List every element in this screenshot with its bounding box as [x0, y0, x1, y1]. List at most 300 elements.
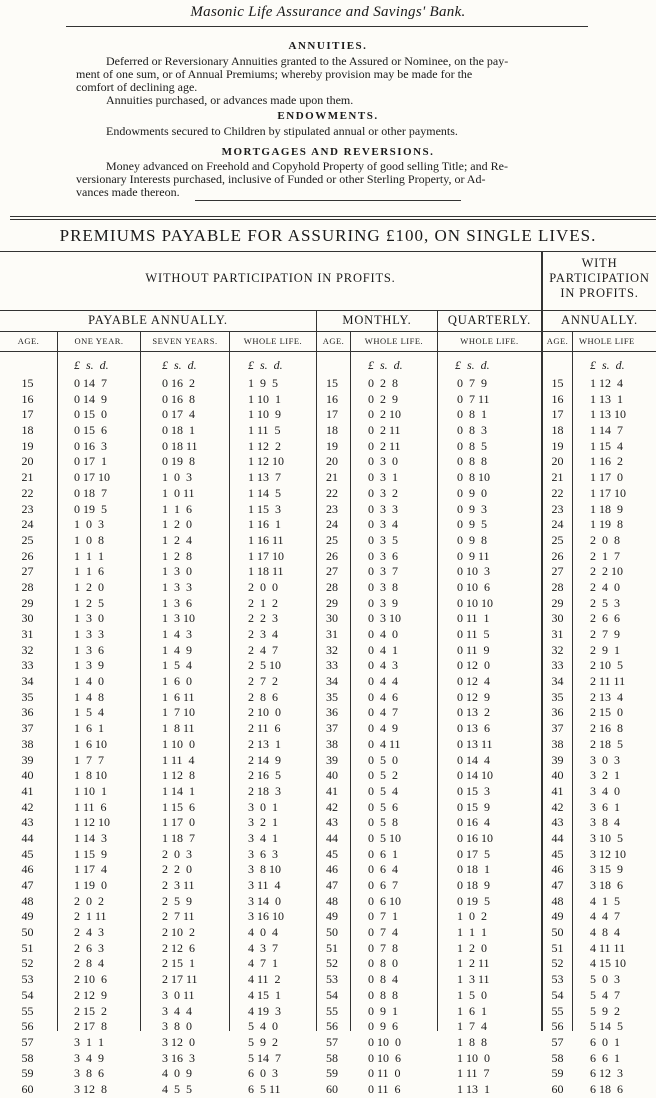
table-cell: 2 6 3 — [74, 940, 104, 955]
table-cell: 52 — [551, 956, 564, 971]
col-divider — [140, 331, 141, 1031]
table-cell: 1 18 9 — [590, 501, 623, 516]
table-cell: 44 — [326, 830, 338, 845]
table-cell: 4 11 11 — [590, 940, 626, 955]
col-header-whole-life: WHOLE LIFE. — [243, 336, 303, 346]
table-cell: 0 11 9 — [457, 642, 490, 657]
table-cell: 1 5 0 — [457, 987, 487, 1002]
table-cell: 4 5 5 — [162, 1081, 192, 1096]
section-divider — [195, 200, 461, 201]
table-cell: 0 6 7 — [368, 878, 398, 892]
table-cell: 0 17 1 — [74, 454, 107, 469]
table-cell: 3 1 1 — [74, 1034, 104, 1049]
table-cell: 3 8 0 — [162, 1019, 192, 1034]
table-cell: 4 0 4 — [248, 925, 278, 940]
lsd-label: £ s. d. — [590, 358, 625, 372]
table-cell: 31 — [326, 627, 338, 641]
table-cell: 3 8 4 — [590, 815, 620, 830]
table-cell: 1 14 7 — [590, 423, 623, 438]
table-cell: 24 — [21, 517, 34, 532]
table-cell: 1 17 4 — [74, 862, 107, 877]
table-cell: 0 4 0 — [368, 627, 398, 641]
annuities-heading: ANNUITIES. — [288, 40, 368, 52]
table-cell: 4 3 7 — [248, 940, 278, 955]
table-cell: 1 6 0 — [162, 674, 192, 689]
table-cell: 0 2 11 — [368, 423, 401, 438]
annuities-line: comfort of declining age. — [76, 80, 198, 94]
table-cell: 2 11 11 — [590, 674, 626, 689]
table-cell: 27 — [21, 564, 34, 579]
table-cell: 0 7 9 — [457, 376, 487, 390]
table-cell: 3 12 8 — [74, 1081, 107, 1096]
table-cell: 1 8 11 — [162, 721, 195, 736]
table-cell: 36 — [21, 705, 34, 720]
table-cell: 0 11 5 — [457, 627, 490, 641]
table-cell: 1 1 1 — [74, 548, 104, 563]
annuities-paragraph — [76, 55, 624, 107]
table-cell: 57 — [21, 1034, 34, 1049]
table-cell: 44 — [21, 830, 34, 845]
table-cell: 30 — [326, 611, 338, 626]
table-cell: 16 — [551, 391, 564, 406]
table-cell: 0 3 9 — [368, 595, 398, 610]
table-cell: 51 — [326, 940, 338, 955]
table-cell: 0 18 9 — [457, 878, 490, 892]
table-cell: 23 — [551, 501, 564, 516]
table-cell: 56 — [21, 1019, 34, 1034]
table-cell: 43 — [551, 815, 564, 830]
table-cell: 0 3 8 — [368, 579, 398, 594]
table-cell: 0 5 6 — [368, 799, 398, 814]
table-cell: 3 18 6 — [590, 878, 623, 892]
table-cell: 0 16 3 — [74, 438, 107, 453]
table-cell: 48 — [326, 893, 338, 908]
table-cell: 46 — [21, 862, 34, 877]
table-cell: 0 3 2 — [368, 485, 398, 500]
table-cell: 1 12 10 — [248, 454, 284, 469]
table-cell: 1 16 11 — [248, 532, 284, 547]
table-cell: 2 4 0 — [590, 579, 620, 594]
table-cell: 34 — [21, 674, 34, 689]
table-cell: 0 12 0 — [457, 658, 490, 673]
table-cell: 2 1 2 — [248, 595, 278, 610]
table-cell: 1 2 4 — [162, 532, 192, 547]
table-cell: 5 14 5 — [590, 1019, 623, 1034]
table-cell: 3 12 0 — [162, 1034, 195, 1049]
table-cell: 3 4 0 — [590, 783, 620, 798]
table-cell: 48 — [21, 893, 34, 908]
table-cell: 0 12 4 — [457, 674, 490, 689]
table-cell: 2 15 1 — [162, 956, 195, 971]
table-cell: 50 — [326, 925, 338, 940]
table-cell: 1 3 3 — [74, 627, 104, 641]
column-quarterly — [457, 376, 493, 1098]
table-cell: 45 — [551, 846, 564, 861]
table-cell: 55 — [326, 1003, 338, 1018]
table-cell: 0 15 9 — [457, 799, 490, 814]
table-cell: 2 13 1 — [248, 736, 281, 751]
table-cell: 31 — [551, 627, 564, 641]
table-cell: 2 2 10 — [590, 564, 623, 579]
table-cell: 19 — [21, 438, 34, 453]
lsd-label: £ s. d. — [248, 358, 283, 372]
table-cell: 0 6 4 — [368, 862, 398, 877]
table-cell: 2 7 11 — [162, 909, 195, 924]
table-cell: 59 — [551, 1066, 564, 1081]
table-cell: 3 8 6 — [74, 1066, 104, 1081]
table-cell: 58 — [551, 1050, 564, 1065]
table-cell: 54 — [21, 987, 34, 1002]
group-header-with-line: WITH — [581, 256, 618, 270]
table-cell: 41 — [21, 783, 34, 798]
endowments-heading: ENDOWMENTS. — [277, 110, 379, 122]
table-cell: 5 0 3 — [590, 972, 620, 987]
table-cell: 1 0 8 — [74, 532, 104, 547]
table-cell: 0 8 8 — [368, 987, 398, 1002]
table-cell: 29 — [326, 595, 338, 610]
table-cell: 2 0 0 — [248, 579, 278, 594]
table-cell: 1 15 9 — [74, 846, 107, 861]
table-cell: 1 17 0 — [590, 470, 623, 485]
table-cell: 32 — [326, 642, 338, 657]
table-cell: 2 4 7 — [248, 642, 278, 657]
subgroup-rule — [0, 331, 656, 332]
table-cell: 40 — [21, 768, 34, 783]
table-cell: 6 5 11 — [248, 1081, 281, 1096]
table-cell: 1 11 7 — [457, 1066, 490, 1081]
col-header-whole-life: WHOLE LIFE. — [460, 336, 519, 346]
table-cell: 2 6 6 — [590, 611, 620, 626]
table-cell: 0 8 4 — [368, 972, 398, 987]
table-cell: 44 — [551, 830, 564, 845]
table-cell: 49 — [326, 909, 338, 924]
table-cell: 0 3 6 — [368, 548, 398, 563]
table-cell: 2 16 5 — [248, 768, 281, 783]
table-cell: 39 — [326, 752, 338, 767]
table-cell: 1 17 0 — [162, 815, 195, 830]
table-cell: 3 0 3 — [590, 752, 620, 767]
table-cell: 5 4 0 — [248, 1019, 278, 1034]
table-cell: 2 10 0 — [248, 705, 281, 720]
table-cell: 1 10 1 — [248, 391, 281, 406]
column-seven-years — [162, 376, 198, 1098]
table-cell: 0 3 0 — [368, 454, 398, 469]
table-cell: 0 18 7 — [74, 485, 107, 500]
table-cell: 6 12 3 — [590, 1066, 623, 1081]
table-cell: 55 — [21, 1003, 34, 1018]
table-cell: 2 12 9 — [74, 987, 107, 1002]
table-cell: 52 — [326, 956, 338, 971]
table-cell: 1 4 9 — [162, 642, 192, 657]
table-cell: 0 9 8 — [457, 532, 487, 547]
table-cell: 1 0 11 — [162, 485, 195, 500]
column-ages-middle — [317, 376, 347, 1098]
table-cell: 0 10 6 — [457, 579, 490, 594]
table-cell: 45 — [21, 846, 34, 861]
table-cell: 0 8 8 — [457, 454, 487, 469]
table-cell: 3 4 4 — [162, 1003, 192, 1018]
table-cell: 50 — [21, 925, 34, 940]
table-cell: 1 14 3 — [74, 830, 107, 845]
table-cell: 5 14 7 — [248, 1050, 281, 1065]
table-cell: 33 — [21, 658, 34, 673]
table-cell: 0 5 4 — [368, 783, 398, 798]
table-cell: 29 — [551, 595, 564, 610]
table-cell: 3 12 10 — [590, 846, 626, 861]
lsd-label: £ s. d. — [74, 358, 109, 372]
table-cell: 1 1 6 — [74, 564, 104, 579]
table-cell: 17 — [551, 407, 564, 422]
column-header-rule — [0, 351, 656, 352]
table-cell: 53 — [21, 972, 34, 987]
table-cell: 57 — [551, 1034, 564, 1049]
table-cell: 6 18 6 — [590, 1081, 623, 1096]
table-cell: 1 7 4 — [457, 1019, 487, 1034]
table-cell: 0 14 7 — [74, 376, 107, 390]
table-cell: 2 5 9 — [162, 893, 192, 908]
table-cell: 0 15 6 — [74, 423, 107, 438]
table-cell: 2 1 11 — [74, 909, 107, 924]
table-cell: 59 — [21, 1066, 34, 1081]
table-cell: 1 1 1 — [457, 925, 487, 940]
table-cell: 1 15 3 — [248, 501, 281, 516]
table-cell: 35 — [21, 689, 34, 704]
table-cell: 0 8 1 — [457, 407, 487, 422]
table-cell: 1 0 3 — [74, 517, 104, 532]
col-header-seven-years: SEVEN YEARS. — [152, 336, 218, 346]
table-cell: 17 — [326, 407, 338, 422]
table-cell: 47 — [551, 878, 564, 892]
table-cell: 1 17 10 — [248, 548, 284, 563]
table-cell: 1 3 6 — [162, 595, 192, 610]
table-cell: 1 1 6 — [162, 501, 192, 516]
table-cell: 2 10 6 — [74, 972, 107, 987]
table-cell: 2 4 3 — [74, 925, 104, 940]
table-cell: 1 14 1 — [162, 783, 195, 798]
table-cell: 1 18 11 — [248, 564, 284, 579]
table-cell: 51 — [21, 940, 34, 955]
table-cell: 40 — [326, 768, 338, 783]
mortgages-paragraph — [76, 160, 624, 199]
table-cell: 51 — [551, 940, 564, 955]
table-cell: 0 3 5 — [368, 532, 398, 547]
table-cell: 15 — [326, 376, 338, 390]
table-cell: 3 0 1 — [248, 799, 278, 814]
group-header-with — [543, 256, 656, 301]
table-cell: 4 19 3 — [248, 1003, 281, 1018]
table-cell: 0 2 9 — [368, 391, 398, 406]
col-header-age: AGE. — [322, 336, 345, 346]
sub-header-monthly: MONTHLY. — [342, 313, 412, 327]
table-cell: 1 2 0 — [74, 579, 104, 594]
table-cell: 31 — [21, 627, 34, 641]
table-cell: 33 — [551, 658, 564, 673]
table-cell: 5 9 2 — [248, 1034, 278, 1049]
table-cell: 0 3 10 — [368, 611, 401, 626]
table-cell: 32 — [21, 642, 34, 657]
table-cell: 1 3 10 — [162, 611, 195, 626]
table-cell: 1 12 8 — [162, 768, 195, 783]
table-cell: 0 3 3 — [368, 501, 398, 516]
table-cell: 0 4 9 — [368, 721, 398, 736]
table-cell: 0 2 10 — [368, 407, 401, 422]
table-cell: 0 5 10 — [368, 830, 401, 845]
premiums-title: PREMIUMS PAYABLE FOR ASSURING £100, ON SINGLE LIVES. — [59, 226, 597, 245]
table-cell: 0 4 11 — [368, 736, 401, 751]
table-cell: 49 — [551, 909, 564, 924]
table-cell: 1 13 1 — [457, 1081, 490, 1096]
table-cell: 1 9 5 — [248, 376, 278, 390]
table-cell: 58 — [326, 1050, 338, 1065]
table-cell: 0 4 4 — [368, 674, 398, 689]
table-cell: 0 3 1 — [368, 470, 398, 485]
table-cell: 2 0 3 — [162, 846, 192, 861]
table-cell: 1 13 10 — [590, 407, 626, 422]
table-cell: 1 13 1 — [590, 391, 623, 406]
table-cell: 0 8 0 — [368, 956, 398, 971]
table-cell: 1 6 11 — [162, 689, 195, 704]
table-cell: 0 16 4 — [457, 815, 490, 830]
table-cell: 17 — [21, 407, 34, 422]
table-cell: 43 — [21, 815, 34, 830]
table-cell: 4 15 10 — [590, 956, 626, 971]
table-cell: 2 16 8 — [590, 721, 623, 736]
table-cell: 3 10 5 — [590, 830, 623, 845]
lsd-label: £ s. d. — [368, 358, 403, 372]
table-cell: 2 9 1 — [590, 642, 620, 657]
table-cell: 0 14 9 — [74, 391, 107, 406]
table-cell: 0 4 7 — [368, 705, 398, 720]
column-whole-life — [248, 376, 284, 1098]
table-cell: 3 6 3 — [248, 846, 278, 861]
table-cell: 56 — [326, 1019, 338, 1034]
table-cell: 0 15 3 — [457, 783, 490, 798]
table-cell: 1 3 0 — [162, 564, 192, 579]
table-cell: 0 9 6 — [368, 1019, 398, 1034]
table-cell: 2 17 11 — [162, 972, 198, 987]
table-cell: 1 11 4 — [162, 752, 195, 767]
table-cell: 2 10 5 — [590, 658, 623, 673]
table-cell: 2 12 6 — [162, 940, 195, 955]
table-cell: 1 17 10 — [590, 485, 626, 500]
table-cell: 45 — [326, 846, 338, 861]
table-cell: 0 9 5 — [457, 517, 487, 532]
table-cell: 0 7 4 — [368, 925, 398, 940]
table-cell: 2 5 10 — [248, 658, 281, 673]
table-cell: 4 8 4 — [590, 925, 620, 940]
group-header-with-line: PARTICIPATION — [549, 271, 650, 285]
table-cell: 1 5 4 — [162, 658, 192, 673]
table-cell: 54 — [326, 987, 338, 1002]
table-cell: 1 3 0 — [74, 611, 104, 626]
table-cell: 56 — [551, 1019, 564, 1034]
table-top-rule — [0, 251, 656, 252]
col-divider — [572, 331, 573, 1031]
col-header-one-year: ONE YEAR. — [74, 336, 124, 346]
table-cell: 0 18 1 — [457, 862, 490, 877]
table-cell: 0 17 4 — [162, 407, 195, 422]
table-cell: 1 10 1 — [74, 783, 107, 798]
column-one-year — [74, 376, 110, 1098]
table-cell: 0 6 1 — [368, 846, 398, 861]
table-cell: 34 — [326, 674, 338, 689]
table-cell: 0 11 0 — [368, 1066, 401, 1081]
table-cell: 38 — [326, 736, 338, 751]
annuities-line: Deferred or Reversionary Annuities granted to the Assured or Nominee, on the pay- — [106, 54, 509, 68]
group-header-with-line: IN PROFITS. — [560, 286, 639, 300]
table-cell: 0 3 7 — [368, 564, 398, 579]
table-cell: 2 18 5 — [590, 736, 623, 751]
table-cell: 0 8 3 — [457, 423, 487, 438]
table-cell: 5 4 7 — [590, 987, 620, 1002]
table-cell: 27 — [551, 564, 564, 579]
table-cell: 42 — [326, 799, 338, 814]
table-cell: 2 0 8 — [590, 532, 620, 547]
table-cell: 0 10 10 — [457, 595, 493, 610]
table-cell: 0 18 1 — [162, 423, 195, 438]
table-cell: 0 19 5 — [74, 501, 107, 516]
col-divider — [57, 331, 58, 1031]
col-divider — [437, 310, 438, 1031]
table-cell: 21 — [326, 470, 338, 485]
table-cell: 54 — [551, 987, 564, 1002]
table-cell: 3 8 10 — [248, 862, 281, 877]
group-rule — [0, 310, 656, 311]
col-divider — [229, 331, 230, 1031]
table-cell: 2 5 3 — [590, 595, 620, 610]
table-cell: 23 — [21, 501, 34, 516]
table-cell: 0 13 2 — [457, 705, 490, 720]
table-cell: 1 6 10 — [74, 736, 107, 751]
table-cell: 4 11 2 — [248, 972, 281, 987]
table-cell: 1 10 0 — [162, 736, 195, 751]
table-cell: 0 5 0 — [368, 752, 398, 767]
table-cell: 52 — [21, 956, 34, 971]
table-cell: 1 13 7 — [248, 470, 281, 485]
table-cell: 37 — [21, 721, 34, 736]
col-header-age: AGE. — [546, 336, 569, 346]
table-cell: 57 — [326, 1034, 338, 1049]
table-cell: 24 — [326, 517, 338, 532]
table-cell: 24 — [551, 517, 564, 532]
table-cell: 28 — [21, 579, 34, 594]
double-rule-top — [10, 216, 656, 217]
table-cell: 4 15 1 — [248, 987, 281, 1002]
table-cell: 27 — [326, 564, 338, 579]
table-cell: 21 — [551, 470, 564, 485]
table-cell: 0 2 11 — [368, 438, 401, 453]
table-cell: 2 14 9 — [248, 752, 281, 767]
table-cell: 0 9 11 — [457, 548, 490, 563]
table-cell: 0 7 1 — [368, 909, 398, 924]
table-cell: 1 0 3 — [162, 470, 192, 485]
table-cell: 22 — [21, 485, 34, 500]
table-cell: 0 8 10 — [457, 470, 490, 485]
table-cell: 0 18 11 — [162, 438, 198, 453]
table-cell: 3 6 1 — [590, 799, 620, 814]
table-cell: 20 — [551, 454, 564, 469]
table-cell: 0 4 1 — [368, 642, 398, 657]
table-cell: 2 17 8 — [74, 1019, 107, 1034]
table-cell: 28 — [326, 579, 338, 594]
table-cell: 15 — [551, 376, 564, 390]
table-cell: 38 — [21, 736, 34, 751]
table-cell: 60 — [326, 1081, 338, 1096]
table-cell: 0 10 0 — [368, 1034, 401, 1049]
table-cell: 0 14 4 — [457, 752, 490, 767]
table-cell: 2 10 2 — [162, 925, 195, 940]
table-cell: 32 — [551, 642, 564, 657]
